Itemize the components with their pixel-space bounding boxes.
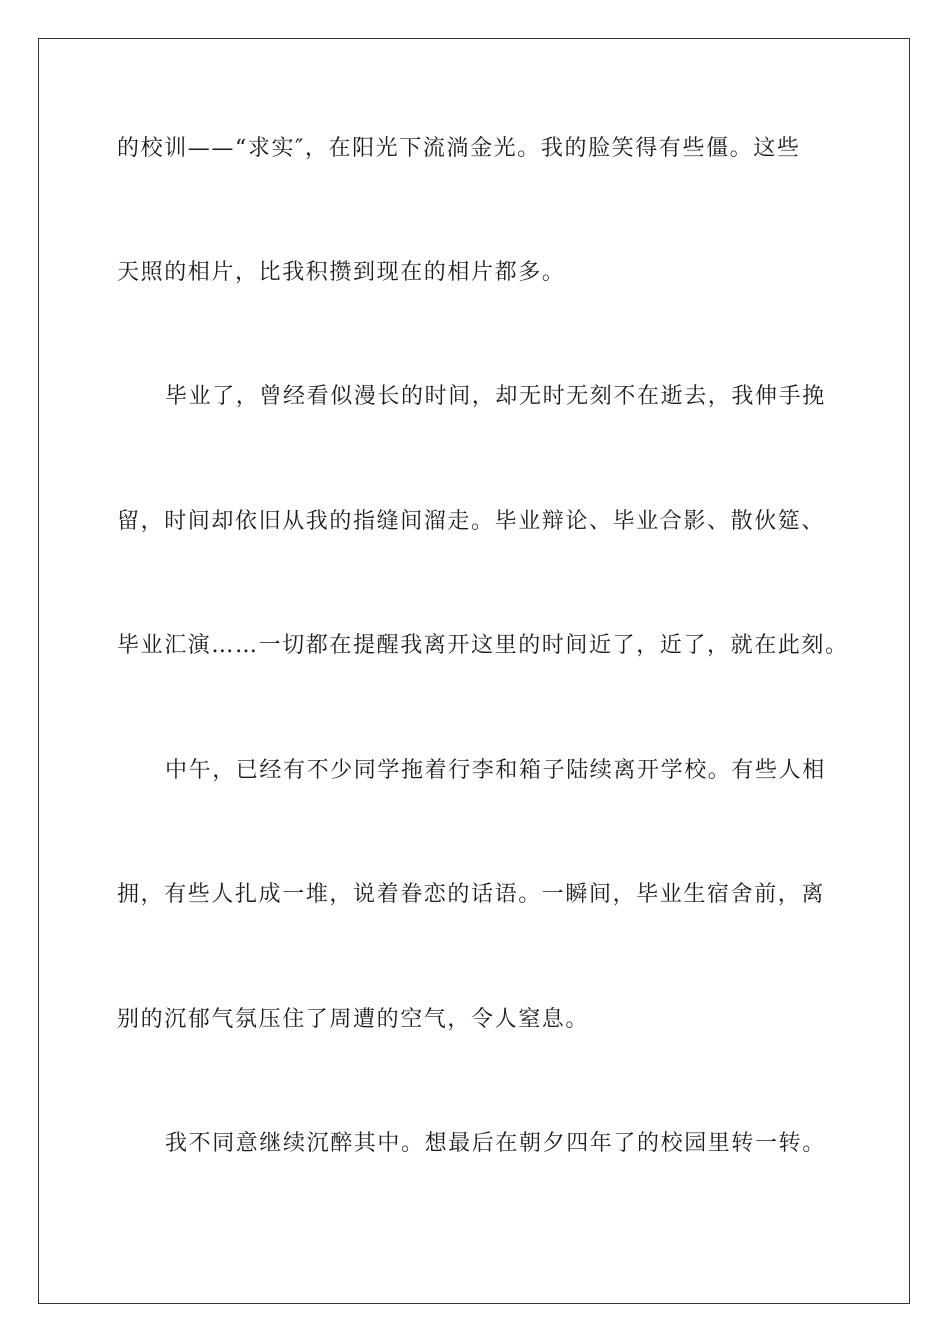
text-line-1: 的校训——“求实″，在阳光下流淌金光。我的脸笑得有些僵。这些 [117, 136, 801, 161]
text-line-2: 天照的相片，比我积攒到现在的相片都多。 [117, 260, 566, 285]
text-line-6: 中午，已经有不少同学拖着行李和箱子陆续离开学校。有些人相 [165, 758, 826, 783]
text-line-9: 我不同意继续沉醉其中。想最后在朝夕四年了的校园里转一转。 [165, 1131, 826, 1156]
page-border [38, 38, 910, 1304]
text-line-3: 毕业了，曾经看似漫长的时间，却无时无刻不在逝去，我伸手挽 [165, 384, 826, 409]
text-line-4: 留，时间却依旧从我的指缝间溜走。毕业辩论、毕业合影、散伙筵、 [117, 509, 826, 534]
text-line-7: 拥，有些人扎成一堆，说着眷恋的话语。一瞬间，毕业生宿舍前，离 [117, 882, 826, 907]
text-line-8: 别的沉郁气氛压住了周遭的空气，令人窒息。 [117, 1007, 590, 1032]
text-line-5: 毕业汇演……一切都在提醒我离开这里的时间近了，近了，就在此刻。 [117, 633, 849, 658]
